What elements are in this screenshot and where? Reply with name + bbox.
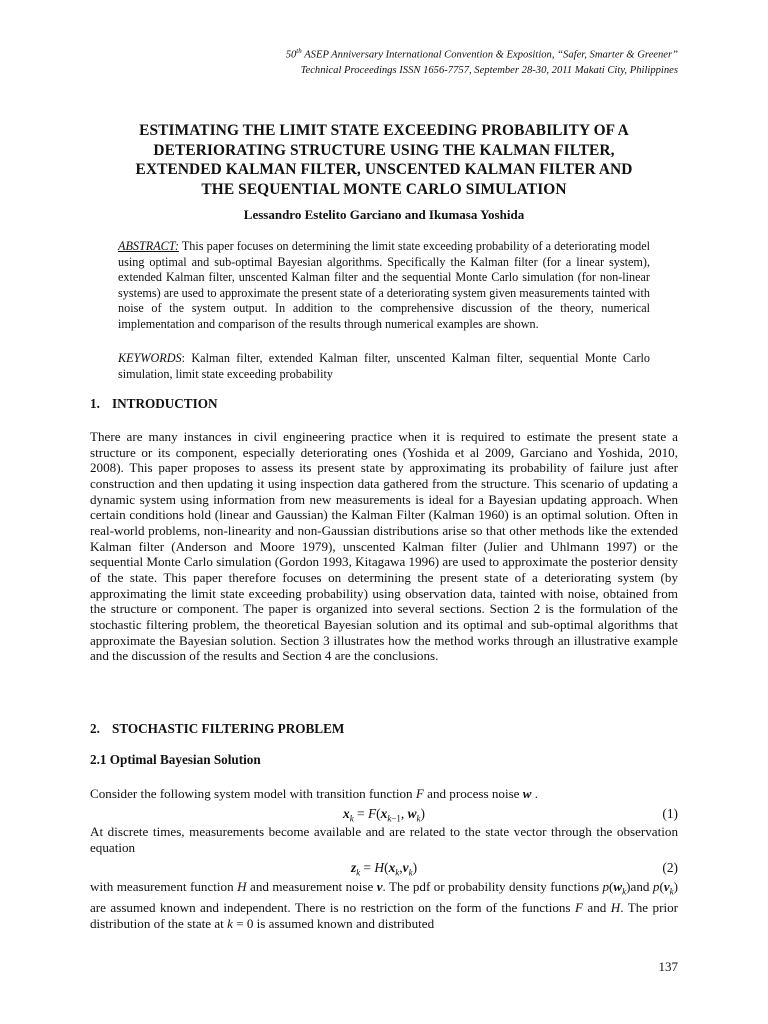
header-line-2: Technical Proceedings ISSN 1656-7757, September 28-30, 2011 Makati City, Philippines	[300, 64, 678, 76]
equation-1	[90, 806, 678, 824]
keywords-label: KEYWORDS	[118, 351, 182, 365]
title-line-4: THE SEQUENTIAL MONTE CARLO SIMULATION	[201, 180, 567, 198]
observation-intro: At discrete times, measurements become available and are related to the state vector through the observation equation	[90, 824, 678, 855]
subsection-2-1-heading: 2.1 Optimal Bayesian Solution	[90, 752, 261, 767]
paper-title	[80, 121, 688, 199]
authors: Lessandro Estelito Garciano and Ikumasa Yoshida	[243, 207, 525, 222]
abstract-text: This paper focuses on determining the limit state exceeding probability of a deteriorating model using optimal and sub-optimal Bayesian algorithms. Specifically the Kalman filter (for a linear system), extended Kalman filter, unscented Kalman filter and the sequential Monte Carlo simulation (for non-linear systems) are used to approximate the present state of a deteriorating system given measurements tainted with noise of the system output. In addition to the comprehensive discussion of the theory, numerical implementation and comparison of the results through numerical examples are shown.	[118, 239, 650, 331]
equation-2	[90, 860, 678, 878]
section-2-heading: 2. STOCHASTIC FILTERING PROBLEM	[90, 721, 345, 736]
system-model-intro: Consider the following system model with transition function F and process noise w .	[90, 786, 539, 801]
abstract	[118, 239, 650, 332]
title-line-3: EXTENDED KALMAN FILTER, UNSCENTED KALMAN FILTER AND	[135, 161, 633, 178]
title-line-2: DETERIORATING STRUCTURE USING THE KALMAN FILTER,	[153, 141, 615, 159]
keywords	[118, 351, 650, 382]
title-line-1: ESTIMATING THE LIMIT STATE EXCEEDING PROBABILITY OF A	[139, 122, 629, 139]
equation-1-expression: $x_k = F(x_{k-1}$, $w_k$)	[343, 806, 425, 824]
running-header	[118, 44, 678, 78]
section-1-heading: 1. INTRODUCTION	[90, 396, 218, 411]
equation-2-number: (2)	[662, 860, 678, 875]
keywords-text: : Kalman filter, extended Kalman filter, unscented Kalman filter, sequential Monte Carlo simulation, limit state exceeding probability	[118, 351, 650, 381]
equation-1-number: (1)	[662, 806, 678, 821]
abstract-label: ABSTRACT:	[118, 239, 179, 253]
measurement-paragraph: with measurement function H and measurement noise v. The pdf or probability density functions $p(w_k)and$ $p(v_k)$ are assumed known and independent. There is no restriction on the form of the functions F and H. The prior distribution of the state at k = 0 is assumed known and distributed	[90, 879, 679, 931]
equation-2-expression: $z_k = H(x_k,v_k)$	[350, 860, 418, 878]
page-number: 137	[658, 959, 678, 974]
introduction-body: There are many instances in civil engineering practice when it is required to estimate the present state a structure or its component, especially deteriorating ones (Yoshida et al 2009, Garciano and Yoshida, 2010, 2008). This paper proposes to assess its present state by approximating its probability of failure just after construction and then updating it using inspection data gathered from the structure. This scenario of updating a dynamic system using information from new measurements is ideal for a Bayesian updating approach. When certain conditions hold (linear and Gaussian) the Kalman Filter (Kalman 1960) is an optimal solution. Often in real-world problems, non-linearity and non-Gaussian distributions arise so that other methods like the extended Kalman filter (Anderson and Moore 1979), unscented Kalman filter (Julier and Uhlmann 1997) or the sequential Monte Carlo simulation (Gordon 1993, Kitagawa 1996) are used to approximate the posterior density of the state. This paper therefore focuses on determining the present state of a deteriorating system (by approximating the limit state exceeding probability) using observation data, tainted with noise, obtained from the structure or component. The paper is organized into several sections. Section 2 is the formulation of the stochastic filtering problem, the theoretical Bayesian solution and its optimal and sub-optimal algorithms that approximate the Bayesian solution. Section 3 illustrates how the method works through an illustrative example and the discussion of the results and Section 4 are the conclusions.	[90, 429, 678, 664]
header-line-1: 50th ASEP Anniversary International Convention & Exposition, “Safer, Smarter & Greener”	[285, 47, 678, 61]
